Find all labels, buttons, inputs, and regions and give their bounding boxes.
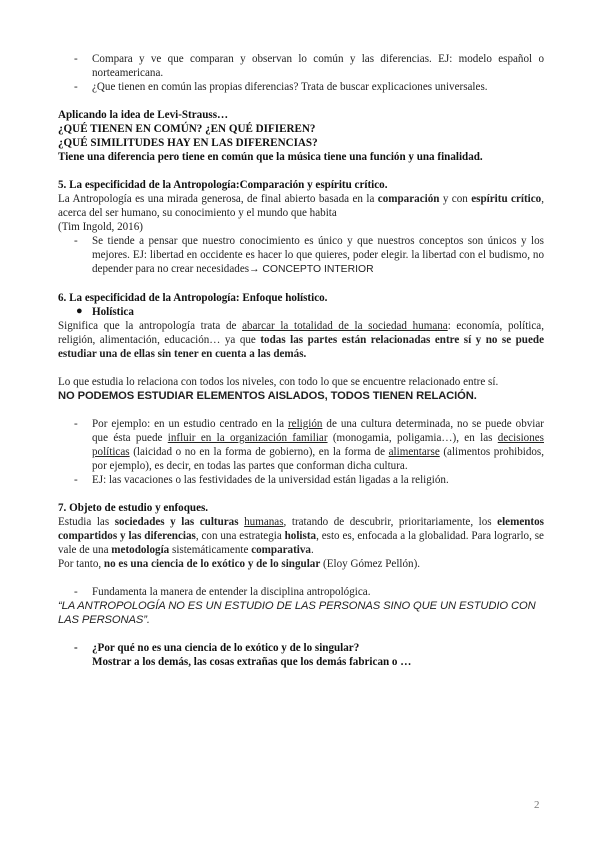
section-7-paragraph: Estudia las sociedades y las culturas humanas, tratando de descubrir, prioritariamente, los elementos compartidos y las diferencias, con una estrategia holista, esto es, enfocada a la globalidad. Para lograrlo, se vale de una metodología sistemáticamente comparativa. xyxy=(58,516,544,556)
list-item: - Por ejemplo: en un estudio centrado en la religión de una cultura determinada, no se puede obviar que ésta puede influir en la organización familiar (monogamia, poligamia…), en las decisiones políticas (laicidad o no en la forma de gobierno), en la forma de alimentarse (alimentos prohibidos, por ejemplo), es decir, en todas las partes que conforman dicha cultura. xyxy=(74,418,545,472)
levi-question-2: ¿QUÉ SIMILITUDES HAY EN LAS DIFERENCIAS? xyxy=(58,137,318,149)
section-7-paragraph-2: Por tanto, no es una ciencia de lo exótico y de lo singular (Eloy Gómez Pellón). xyxy=(58,558,421,570)
list-item: - ¿Por qué no es una ciencia de lo exótico y de lo singular? Mostrar a los demás, las cosas extrañas que los demás fabrican o … xyxy=(74,642,412,668)
section-6-bullet-list xyxy=(58,417,544,487)
section-7-heading: 7. Objeto de estudio y enfoques. xyxy=(58,502,209,514)
section-6-paragraph-2: Lo que estudia lo relaciona con todos los niveles, con todo lo que se encuentre relacionado entre sí. xyxy=(58,376,499,388)
section-6-heading: 6. La especificidad de la Antropología: Enfoque holístico. xyxy=(58,292,328,304)
section-7-question-list xyxy=(58,641,544,669)
levi-strauss-heading: Aplicando la idea de Levi-Strauss… xyxy=(58,109,229,121)
intro-bullet-list xyxy=(58,52,544,94)
document-page xyxy=(58,52,544,669)
list-item: - Fundamenta la manera de entender la disciplina antropológica. xyxy=(74,586,371,598)
levi-question-1: ¿QUÉ TIENEN EN COMÚN? ¿EN QUÉ DIFIEREN? xyxy=(58,123,316,135)
section-5-bullet-list xyxy=(58,234,544,277)
levi-conclusion: Tiene una diferencia pero tiene en común que la música tiene una función y una finalidad. xyxy=(58,151,483,163)
list-item: - EJ: las vacaciones o las festividades de la universidad están ligadas a la religión. xyxy=(74,474,449,486)
bullet-icon: ● xyxy=(76,305,83,317)
section-6-emphasis: NO PODEMOS ESTUDIAR ELEMENTOS AISLADOS, TODOS TIENEN RELACIÓN. xyxy=(58,390,477,402)
section-5-paragraph: La Antropología es una mirada generosa, de final abierto basada en la comparación y con espíritu crítico, acerca del ser humano, su conocimiento y el mundo que habita xyxy=(58,193,544,219)
section-6-paragraph: Significa que la antropología trata de abarcar la totalidad de la sociedad humana: economía, política, religión, alimentación, educación… ya que todas las partes están relacionadas entre sí y no se puede estudiar una de ellas sin tener en cuenta a las demás. xyxy=(58,320,544,360)
citation: (Tim Ingold, 2016) xyxy=(58,221,143,233)
anthropology-quote: “LA ANTROPOLOGÍA NO ES UN ESTUDIO DE LAS PERSONAS SINO QUE UN ESTUDIO CON LAS PERSONAS”. xyxy=(58,600,536,626)
section-7-bullet-list xyxy=(58,585,544,599)
list-item: - Compara y ve que comparan y observan lo común y las diferencias. EJ: modelo español o norteamericana. xyxy=(74,53,544,79)
list-item: - Se tiende a pensar que nuestro conocimiento es único y que nuestros conceptos son únicos y los mejores. EJ: libertad en occidente es hacer lo que quieres, poder elegir. la libertad con el budismo, no depender para no crear necesidades→ CONCEPTO INTERIOR xyxy=(74,235,544,275)
page-number: 2 xyxy=(534,799,540,811)
holistic-subheading: ● Holística xyxy=(76,305,134,318)
list-item: - ¿Que tienen en común las propias diferencias? Trata de buscar explicaciones universales. xyxy=(74,81,488,93)
section-5-heading: 5. La especificidad de la Antropología:Comparación y espíritu crítico. xyxy=(58,179,388,191)
